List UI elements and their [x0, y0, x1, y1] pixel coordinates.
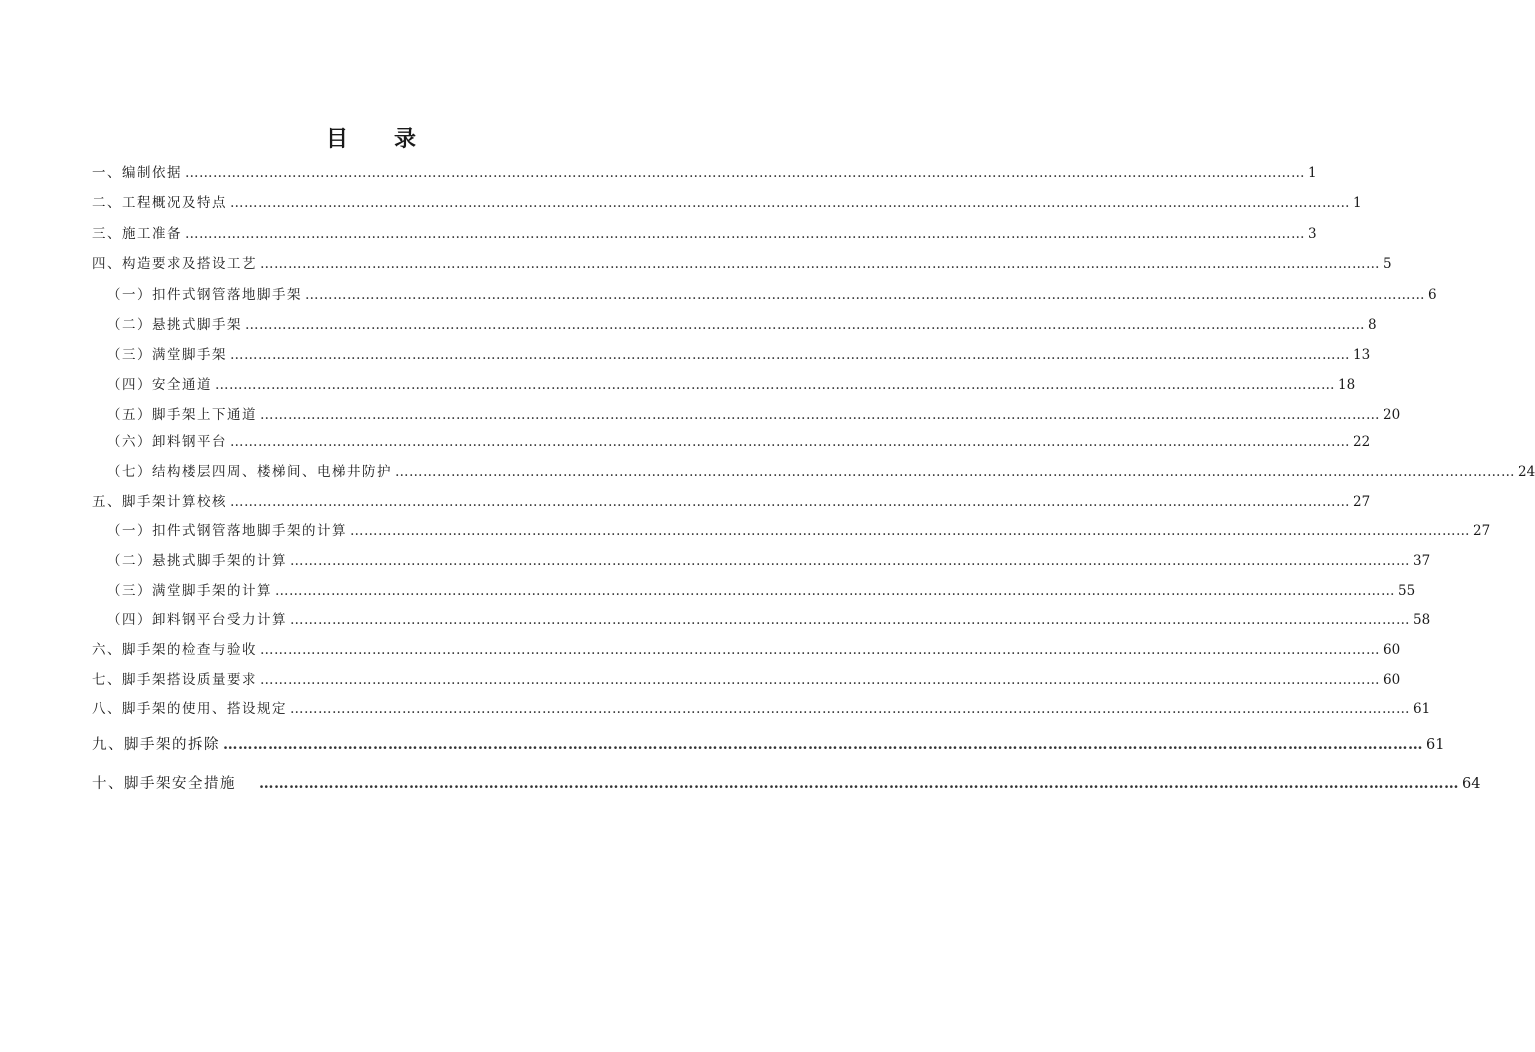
toc-entry-page: 5: [1383, 256, 1392, 272]
toc-leader-dots: ……………………………………………………………………………………………………………………………………………………………………………………………………………………: [185, 226, 1305, 242]
toc-entry[interactable]: [107, 284, 1437, 306]
toc-entry-page: 13: [1353, 347, 1371, 363]
toc-leader-dots: ……………………………………………………………………………………………………………………………………………………………………………………………………………………: [230, 434, 1350, 450]
toc-entry-page: 6: [1428, 287, 1437, 303]
toc-entry-page: 3: [1308, 226, 1317, 242]
toc-entry-page: 61: [1426, 737, 1445, 753]
toc-entry-page: 58: [1413, 612, 1431, 628]
toc-entry-page: 22: [1353, 434, 1371, 450]
toc-entry[interactable]: [92, 639, 1401, 661]
toc-leader-dots: ……………………………………………………………………………………………………………………………………………………………………………………………………………………: [305, 287, 1425, 303]
toc-entry[interactable]: [92, 734, 1445, 756]
toc-entry-page: 18: [1338, 377, 1356, 393]
toc-entry-label: 三、施工准备: [92, 226, 182, 242]
toc-leader-dots: ……………………………………………………………………………………………………………………………………………………………………………………………………………………: [230, 494, 1350, 510]
toc-entry-label: 八、脚手架的使用、搭设规定: [92, 701, 287, 717]
toc-leader-dots: ……………………………………………………………………………………………………………………………………………………………………………………………………………………: [350, 523, 1470, 539]
toc-entry-page: 60: [1383, 672, 1401, 688]
toc-entry-page: 20: [1383, 407, 1401, 423]
toc-entry-label: （二）悬挑式脚手架的计算: [107, 553, 287, 569]
toc-leader-dots: ……………………………………………………………………………………………………………………………………………………………………………………………………………………: [260, 407, 1380, 423]
toc-entry-label: 四、构造要求及搭设工艺: [92, 256, 257, 272]
toc-leader-dots: ……………………………………………………………………………………………………………………………………………………………………………………………………………………: [185, 165, 1305, 181]
toc-entry-page: 61: [1413, 701, 1431, 717]
toc-entry-label: 七、脚手架搭设质量要求: [92, 672, 257, 688]
toc-entry-page: 37: [1413, 553, 1431, 569]
toc-entry-label: （六）卸料钢平台: [107, 434, 227, 450]
toc-entry-label: （七）结构楼层四周、楼梯间、电梯井防护: [107, 464, 392, 480]
page-title: [0, 122, 744, 153]
toc-entry[interactable]: [92, 192, 1362, 214]
toc-entry-label: （四）卸料钢平台受力计算: [107, 612, 287, 628]
toc-leader-dots: ……………………………………………………………………………………………………………………………………………………………………………………………………………………: [215, 377, 1335, 393]
toc-entry[interactable]: [107, 609, 1431, 631]
toc-leader-dots: ……………………………………………………………………………………………………………………………………………………………………………………………………………………: [245, 317, 1365, 333]
toc-entry-page: 24: [1518, 464, 1535, 480]
toc-entry[interactable]: [92, 669, 1401, 691]
toc-entry[interactable]: [92, 773, 1481, 795]
toc-leader-dots: ……………………………………………………………………………………………………………………………………………………………………………………………………………………: [230, 195, 1350, 211]
title-char-1: 目: [325, 127, 350, 152]
toc-entry-label: （一）扣件式钢管落地脚手架: [107, 287, 302, 303]
toc-entry-page: 55: [1398, 583, 1416, 599]
toc-entry-label: （四）安全通道: [107, 377, 212, 393]
toc-entry-label: （三）满堂脚手架: [107, 347, 227, 363]
toc-entry[interactable]: [107, 431, 1371, 453]
title-char-2: 录: [394, 127, 419, 152]
toc-entry[interactable]: [107, 520, 1491, 542]
toc-leader-dots: ……………………………………………………………………………………………………………………………………………………………………………………………………………………: [260, 642, 1380, 658]
toc-entry[interactable]: [107, 314, 1377, 336]
toc-entry-label: 十、脚手架安全措施: [92, 776, 236, 792]
toc-entry-label: （一）扣件式钢管落地脚手架的计算: [107, 523, 347, 539]
toc-entry[interactable]: [107, 344, 1371, 366]
toc-leader-dots: ……………………………………………………………………………………………………………………………………………………………………………………………………………………: [275, 583, 1395, 599]
toc-leader-dots: ……………………………………………………………………………………………………………………………………………………………………………………………………………………: [260, 256, 1380, 272]
toc-entry-page: 64: [1462, 776, 1481, 792]
toc-entry-label: （二）悬挑式脚手架: [107, 317, 242, 333]
toc-entry[interactable]: [92, 162, 1317, 184]
toc-entry-label: 九、脚手架的拆除: [92, 737, 220, 753]
toc-entry-page: 60: [1383, 642, 1401, 658]
toc-entry[interactable]: [107, 404, 1401, 426]
toc-entry[interactable]: [107, 374, 1356, 396]
toc-entry[interactable]: [107, 580, 1416, 602]
toc-leader-dots: ……………………………………………………………………………………………………………………………………………………………………………………………………………………: [395, 464, 1515, 480]
toc-entry-page: 27: [1353, 494, 1371, 510]
toc-entry-label: 六、脚手架的检查与验收: [92, 642, 257, 658]
toc-entry-label: 五、脚手架计算校核: [92, 494, 227, 510]
toc-entry-label: 一、编制依据: [92, 165, 182, 181]
toc-leader-dots: ……………………………………………………………………………………………………………………………………………………………………………………………………………………: [290, 553, 1410, 569]
toc-leader-dots: ……………………………………………………………………………………………………………………………………………………………………………………………………………………: [290, 701, 1410, 717]
toc-entry[interactable]: [92, 491, 1371, 513]
toc-entry[interactable]: [92, 223, 1317, 245]
toc-entry-page: 27: [1473, 523, 1491, 539]
toc-entry[interactable]: [92, 253, 1392, 275]
toc-entry[interactable]: [107, 461, 1535, 483]
toc-entry-label: 二、工程概况及特点: [92, 195, 227, 211]
toc-entry-label: （三）满堂脚手架的计算: [107, 583, 272, 599]
toc-entry-page: 1: [1353, 195, 1362, 211]
toc-entry-label: （五）脚手架上下通道: [107, 407, 257, 423]
toc-entry-page: 1: [1308, 165, 1317, 181]
toc-leader-dots: ……………………………………………………………………………………………………………………………………………………………………………………………………………………: [290, 612, 1410, 628]
toc-entry-page: 8: [1368, 317, 1377, 333]
toc-leader-dots: ……………………………………………………………………………………………………………………………………………………………………………………………………………………: [259, 775, 1459, 792]
toc-leader-dots: ……………………………………………………………………………………………………………………………………………………………………………………………………………………: [223, 736, 1423, 753]
toc-entry[interactable]: [107, 550, 1431, 572]
toc-leader-dots: ……………………………………………………………………………………………………………………………………………………………………………………………………………………: [260, 672, 1380, 688]
toc-entry[interactable]: [92, 698, 1431, 720]
toc-leader-dots: ……………………………………………………………………………………………………………………………………………………………………………………………………………………: [230, 347, 1350, 363]
